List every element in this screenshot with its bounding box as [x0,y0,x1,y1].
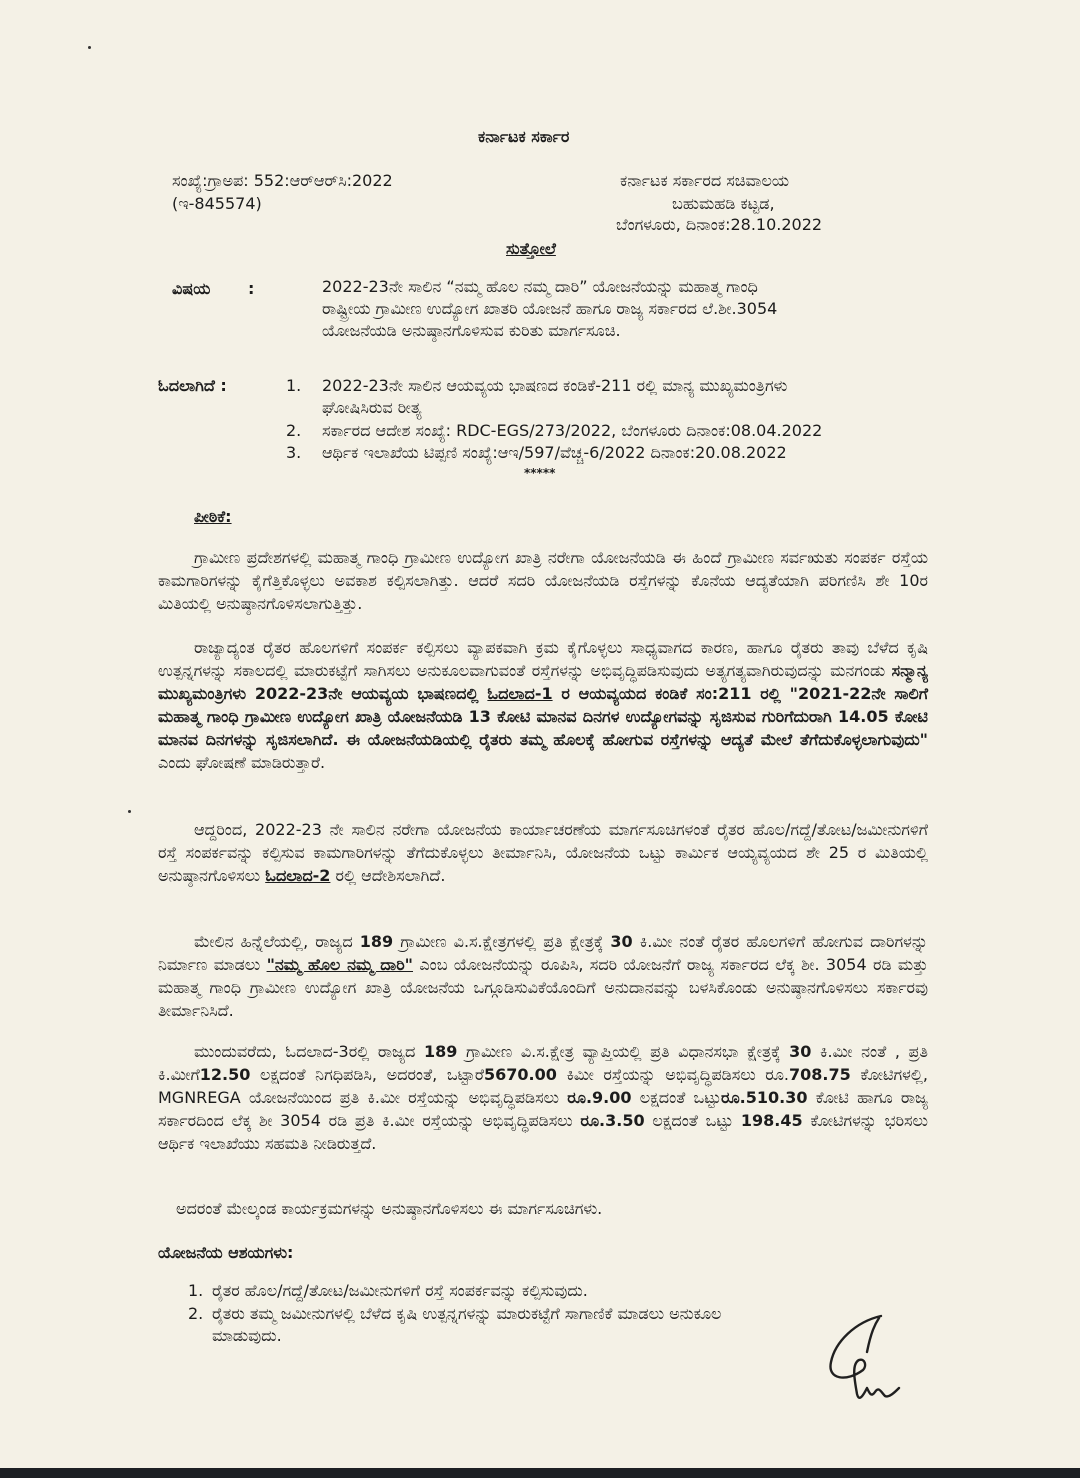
government-heading: ಕರ್ನಾಟಕ ಸರ್ಕಾರ [478,127,570,146]
building-name: ಬಹುಮಹಡಿ ಕಟ್ಟಡ, [672,194,775,213]
objective-text: ಮಾಡುವುದು. [212,1326,282,1345]
subject-line: ರಾಷ್ಟ್ರೀಯ ಗ್ರಾಮೀಣ ಉದ್ಯೋಗ ಖಾತರಿ ಯೋಜನೆ ಹಾಗೂ ರಾಜ್ಯ ಸರ್ಕಾರದ ಲೆ.ಶೀ.3054 [322,299,778,318]
objective-text: ರೈತರು ತಮ್ಮ ಜಮೀನುಗಳಲ್ಲಿ ಬೆಳೆದ ಕೃಷಿ ಉತ್ಪನ್ನಗಳನ್ನು ಮಾರುಕಟ್ಟೆಗೆ ಸಾಗಾಣಿಕೆ ಮಾಡಲು ಅನುಕೂಲ [212,1304,722,1323]
subject-line: 2022-23ನೇ ಸಾಲಿನ “ನಮ್ಮ ಹೊಲ ನಮ್ಮ ದಾರಿ” ಯೋಜನೆಯನ್ನು ಮಹಾತ್ಮ ಗಾಂಧಿ [322,277,758,296]
preamble-closing: ಅದರಂತೆ ಮೇಲ್ಕಂಡ ಕಾರ್ಯಕ್ರಮಗಳನ್ನು ಅನುಷ್ಠಾನಗೊಳಿಸಲು ಈ ಮಾರ್ಗಸೂಚಿಗಳು. [176,1199,603,1218]
scan-speck [128,810,131,813]
preamble-heading: ಪೀಠಿಕೆ: [194,507,232,526]
reference-text: ಸರ್ಕಾರದ ಆದೇಶ ಸಂಖ್ಯೆ: RDC-EGS/273/2022, ಬೆಂಗಳೂರು ದಿನಾಂಕ:08.04.2022 [322,421,823,440]
objective-number: 2. [188,1304,204,1323]
reference-text: ಆರ್ಥಿಕ ಇಲಾಖೆಯ ಟಿಪ್ಪಣಿ ಸಂಖ್ಯೆ:ಆಇ/597/ವೆಚ್ಚ-6/2022 ದಿನಾಂಕ:20.08.2022 [322,443,787,462]
document-type: ಸುತ್ತೋಲೆ [506,239,556,258]
scan-speck [88,46,91,49]
preamble-paragraph: ರಾಜ್ಯಾದ್ಯಂತ ರೈತರ ಹೊಲಗಳಿಗೆ ಸಂಪರ್ಕ ಕಲ್ಪಿಸಲು ವ್ಯಾಪಕವಾಗಿ ಕ್ರಮ ಕೈಗೊಳ್ಳಲು ಸಾಧ್ಯವಾಗದ ಕಾರಣ, ಹಾಗೂ ರೈತರು ತಾವು ಬೆಳೆದ ಕೃಷಿ ಉತ್ಪನ್ನಗಳನ್ನು ಸಕಾಲದಲ್ಲಿ ಮಾರುಕಟ್ಟೆಗೆ ಸಾಗಿಸಲು ಅನುಕೂಲವಾಗುವಂತೆ ರಸ್ತೆಗಳನ್ನು ಅಭಿವೃದ್ಧಿಪಡಿಸುವುದು ಅತ್ಯಗತ್ಯವಾಗಿರುವುದನ್ನು ಮನಗಂಡು ಸನ್ಮಾನ್ಯ ಮುಖ್ಯಮಂತ್ರಿಗಳು 2022-23ನೇ ಆಯವ್ಯಯ ಭಾಷಣದಲ್ಲಿ ಓದಲಾದ-1 ರ ಆಯವ್ಯಯದ ಕಂಡಿಕೆ ಸಂ:211 ರಲ್ಲಿ "2021-22ನೇ ಸಾಲಿಗೆ ಮಹಾತ್ಮ ಗಾಂಧಿ ಗ್ರಾಮೀಣ ಉದ್ಯೋಗ ಖಾತ್ರಿ ಯೋಜನೆಯಡಿ 13 ಕೋಟಿ ಮಾನವ ದಿನಗಳ ಉದ್ಯೋಗವನ್ನು ಸೃಜಿಸುವ ಗುರಿಗೆದುರಾಗಿ 14.05 ಕೋಟಿ ಮಾನವ ದಿನಗಳನ್ನು ಸೃಜಿಸಲಾಗಿದೆ. ಈ ಯೋಜನೆಯಡಿಯಲ್ಲಿ ರೈತರು ತಮ್ಮ ಹೊಲಕ್ಕೆ ಹೋಗುವ ರಸ್ತೆಗಳನ್ನು ಆದ್ಯತೆ ಮೇಲೆ ತೆಗೆದುಕೊಳ್ಳಲಾಗುವುದು" ಎಂದು ಘೋಷಣೆ ಮಾಡಿರುತ್ತಾರೆ. [158,638,928,772]
secretariat-name: ಕರ್ನಾಟಕ ಸರ್ಕಾರದ ಸಚಿವಾಲಯ [620,171,789,190]
place-and-date: ಬೆಂಗಳೂರು, ದಿನಾಂಕ:28.10.2022 [616,215,823,234]
objective-text: ರೈತರ ಹೊಲ/ಗದ್ದೆ/ತೋಟ/ಜಮೀನುಗಳಿಗೆ ರಸ್ತೆ ಸಂಪರ್ಕವನ್ನು ಕಲ್ಪಿಸುವುದು. [212,1281,588,1300]
file-number: ಸಂಖ್ಯೆ:ಗ್ರಾಅಪ: 552:ಆರ್‌ಆರ್‌ಸಿ:2022 [172,171,393,190]
signature [815,1312,925,1422]
subject-label: ವಿಷಯ [172,279,211,298]
objective-number: 1. [188,1281,204,1300]
reference-text: ಘೋಷಿಸಿರುವ ರೀತ್ಯ [322,398,422,417]
preamble-paragraph: ಆದ್ದರಿಂದ, 2022-23 ನೇ ಸಾಲಿನ ನರೇಗಾ ಯೋಜನೆಯ ಕಾರ್ಯಾಚರಣೆಯ ಮಾರ್ಗಸೂಚಿಗಳಂತೆ ರೈತರ ಹೊಲ/ಗದ್ದೆ/ತೋಟ/ಜಮೀನುಗಳಿಗೆ ರಸ್ತೆ ಸಂಪರ್ಕವನ್ನು ಕಲ್ಪಿಸುವ ಕಾಮಗಾರಿಗಳನ್ನು ತೆಗೆದುಕೊಳ್ಳಲು ತೀರ್ಮಾನಿಸಿ, ಯೋಜನೆಯ ಒಟ್ಟು ಕಾರ್ಮಿಕ ಆಯ್ಯವ್ಯಯದ ಶೇ 25 ರ ಮಿತಿಯಲ್ಲಿ ಅನುಷ್ಠಾನಗೊಳಿಸಲು ಓದಲಾದ-2 ರಲ್ಲಿ ಆದೇಶಿಸಲಾಗಿದೆ. [158,820,928,885]
e-office-number: (ಇ-845574) [172,194,262,213]
reference-number: 1. [286,376,302,395]
preamble-paragraph: ಮೇಲಿನ ಹಿನ್ನೆಲೆಯಲ್ಲಿ, ರಾಜ್ಯದ 189 ಗ್ರಾಮೀಣ ವಿ.ಸ.ಕ್ಷೇತ್ರಗಳಲ್ಲಿ ಪ್ರತಿ ಕ್ಷೇತ್ರಕ್ಕೆ 30 ಕಿ.ಮೀ ನಂತೆ ರೈತರ ಹೊಲಗಳಿಗೆ ಹೋಗುವ ದಾರಿಗಳನ್ನು ನಿರ್ಮಾಣ ಮಾಡಲು "ನಮ್ಮ ಹೊಲ ನಮ್ಮ ದಾರಿ" ಎಂಬ ಯೋಜನೆಯನ್ನು ರೂಪಿಸಿ, ಸದರಿ ಯೋಜನೆಗೆ ರಾಜ್ಯ ಸರ್ಕಾರದ ಲೆಕ್ಕ ಶೀ. 3054 ರಡಿ ಮತ್ತು ಮಹಾತ್ಮ ಗಾಂಧಿ ಗ್ರಾಮೀಣ ಉದ್ಯೋಗ ಖಾತ್ರಿ ಯೋಜನೆಯ ಒಗ್ಗೂಡಿಸುವಿಕೆಯೊಂದಿಗೆ ಅನುದಾನವನ್ನು ಬಳಸಿಕೊಂಡು ಅನುಷ್ಠಾನಗೊಳಿಸಲು ಸರ್ಕಾರವು ತೀರ್ಮಾನಿಸಿದೆ. [158,932,928,1020]
signature-stroke [830,1316,899,1398]
reference-number: 3. [286,443,302,462]
subject-colon: : [248,279,255,298]
references-label: ಓದಲಾಗಿದೆ : [158,376,227,395]
separator-stars: ***** [524,466,556,480]
reference-number: 2. [286,421,302,440]
preamble-paragraph: ಗ್ರಾಮೀಣ ಪ್ರದೇಶಗಳಲ್ಲಿ ಮಹಾತ್ಮ ಗಾಂಧಿ ಗ್ರಾಮೀಣ ಉದ್ಯೋಗ ಖಾತ್ರಿ ನರೇಗಾ ಯೋಜನೆಯಡಿ ಈ ಹಿಂದೆ ಗ್ರಾಮೀಣ ಸರ್ವಋತು ಸಂಪರ್ಕ ರಸ್ತೆಯ ಕಾಮಗಾರಿಗಳನ್ನು ಕೈಗೆತ್ತಿಕೊಳ್ಳಲು ಅವಕಾಶ ಕಲ್ಪಿಸಲಾಗಿತ್ತು. ಆದರೆ ಸದರಿ ಯೋಜನೆಯಡಿ ರಸ್ತೆಗಳನ್ನು ಕೊನೆಯ ಆದ್ಯತೆಯಾಗಿ ಪರಿಗಣಿಸಿ ಶೇ 10ರ ಮಿತಿಯಲ್ಲಿ ಅನುಷ್ಠಾನಗೊಳಿಸಲಾಗುತ್ತಿತ್ತು. [158,548,928,613]
subject-line: ಯೋಜನೆಯಡಿ ಅನುಷ್ಠಾನಗೊಳಿಸುವ ಕುರಿತು ಮಾರ್ಗಸೂಚಿ. [322,321,621,340]
objectives-heading: ಯೋಜನೆಯ ಆಶಯಗಳು: [158,1243,294,1262]
scan-bottom-edge [0,1468,1080,1478]
preamble-paragraph: ಮುಂದುವರೆದು, ಓದಲಾದ-3ರಲ್ಲಿ ರಾಜ್ಯದ 189 ಗ್ರಾಮೀಣ ವಿ.ಸ.ಕ್ಷೇತ್ರ ವ್ಯಾಪ್ತಿಯಲ್ಲಿ ಪ್ರತಿ ವಿಧಾನಸಭಾ ಕ್ಷೇತ್ರಕ್ಕೆ 30 ಕಿ.ಮೀ ನಂತೆ , ಪ್ರತಿ ಕಿ.ಮೀಗೆ12.50 ಲಕ್ಷದಂತೆ ನಿಗಧಿಪಡಿಸಿ, ಅದರಂತೆ, ಒಟ್ಟಾರೆ5670.00 ಕಿಮೀ ರಸ್ತೆಯನ್ನು ಅಭಿವೃದ್ಧಿಪಡಿಸಲು ರೂ.708.75 ಕೋಟಿಗಳಲ್ಲಿ, MGNREGA ಯೋಜನೆಯಿಂದ ಪ್ರತಿ ಕಿ.ಮೀ ರಸ್ತೆಯನ್ನು ಅಭಿವೃದ್ಧಿಪಡಿಸಲು ರೂ.9.00 ಲಕ್ಷದಂತೆ ಒಟ್ಟುರೂ.510.30 ಕೋಟಿ ಹಾಗೂ ರಾಜ್ಯ ಸರ್ಕಾರದಿಂದ ಲೆಕ್ಕ ಶೀ 3054 ರಡಿ ಪ್ರತಿ ಕಿ.ಮೀ ರಸ್ತೆಯನ್ನು ಅಭಿವೃದ್ಧಿಪಡಿಸಲು ರೂ.3.50 ಲಕ್ಷದಂತೆ ಒಟ್ಟು 198.45 ಕೋಟಿಗಳನ್ನು ಭರಿಸಲು ಆರ್ಥಿಕ ಇಲಾಖೆಯು ಸಹಮತಿ ನೀಡಿರುತ್ತದೆ. [158,1042,929,1153]
reference-text: 2022-23ನೇ ಸಾಲಿನ ಆಯವ್ಯಯ ಭಾಷಣದ ಕಂಡಿಕೆ-211 ರಲ್ಲಿ ಮಾನ್ಯ ಮುಖ್ಯಮಂತ್ರಿಗಳು [322,376,788,395]
